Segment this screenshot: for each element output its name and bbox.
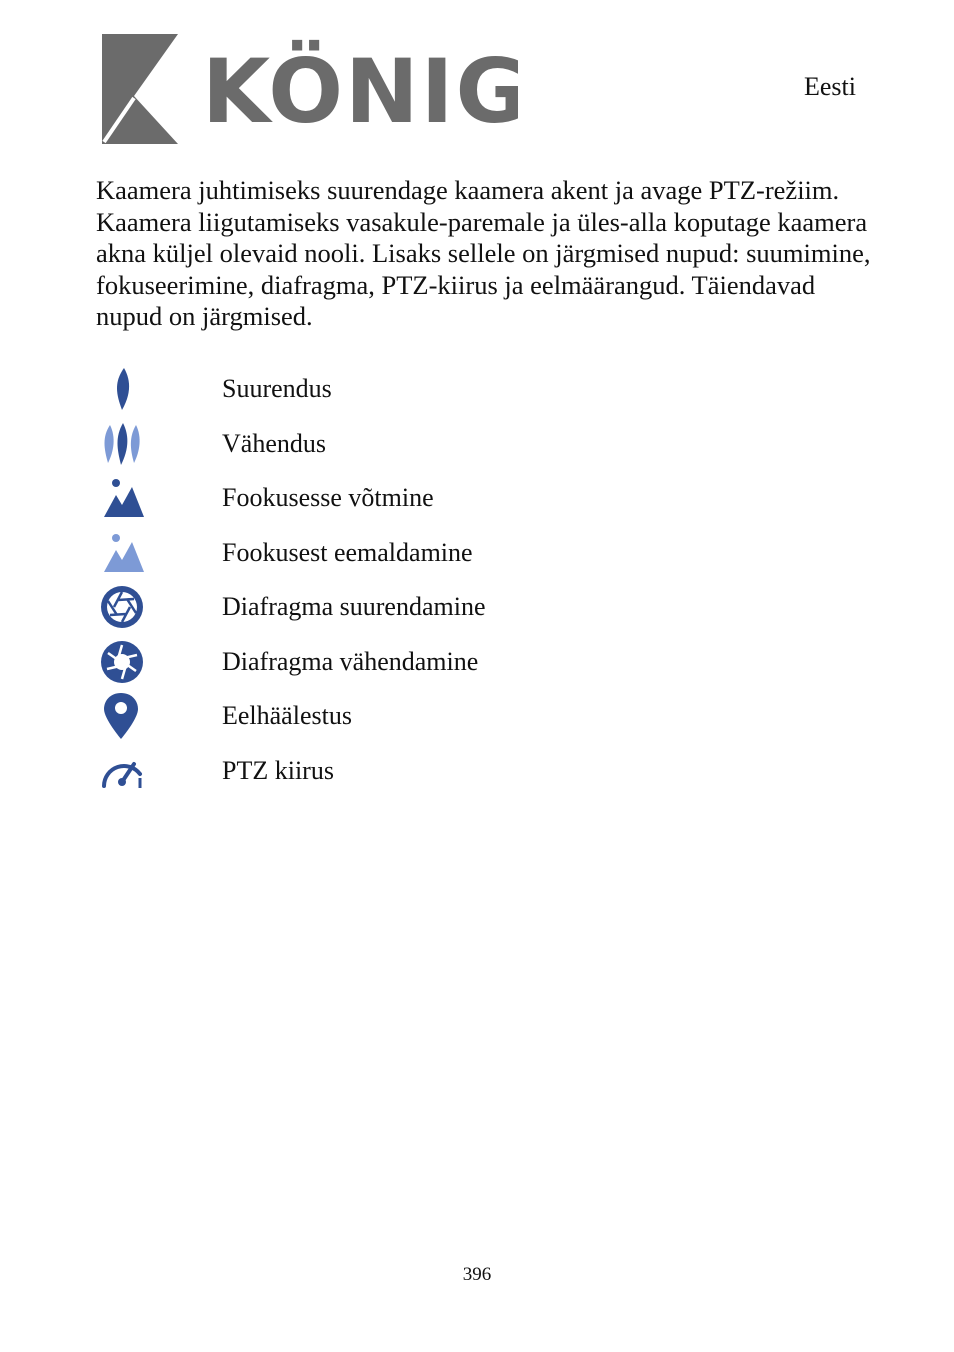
zoom-in-icon	[96, 364, 156, 414]
legend-label: PTZ kiirus	[222, 755, 334, 785]
legend-label: Fookusesse võtmine	[222, 483, 434, 513]
iris-open-icon	[96, 582, 156, 632]
konig-logo	[98, 32, 518, 146]
brand-wordmark: KÖNIG	[202, 40, 518, 143]
legend-item-iris-close	[96, 635, 696, 690]
legend-label: Suurendus	[222, 374, 332, 404]
legend-item-ptz-speed	[96, 744, 696, 799]
legend-label: Vähendus	[222, 428, 326, 458]
preset-pin-icon	[96, 691, 156, 741]
speedometer-icon	[96, 746, 156, 796]
legend-item-zoom-out	[96, 417, 696, 472]
legend-label: Fookusest eemaldamine	[222, 537, 473, 567]
intro-paragraph: Kaamera juhtimiseks suurendage kaamera akent ja avage PTZ-režiim. Kaamera liigutamiseks vasakule-paremale ja üles-alla koputage kaamera akna küljel olevaid nooli. Lisaks sellele on järgmised nupud: suumimine, fokuseerimine, diafragma, PTZ-kiirus ja eelmäärangud. Täiendavad nupud on järgmised.	[96, 175, 871, 331]
legend-item-zoom-in	[96, 362, 696, 417]
button-legend	[96, 362, 696, 798]
legend-item-iris-open	[96, 580, 696, 635]
legend-item-focus-in	[96, 471, 696, 526]
focus-out-icon	[96, 528, 156, 578]
legend-item-focus-out	[96, 526, 696, 581]
language-label: Eesti	[804, 72, 856, 101]
zoom-out-icon	[96, 419, 156, 469]
legend-item-preset	[96, 689, 696, 744]
legend-label: Diafragma vähendamine	[222, 646, 479, 676]
page-number: 396	[462, 1264, 492, 1285]
konig-logo-mark	[98, 32, 518, 146]
legend-label: Eelhäälestus	[222, 701, 352, 731]
legend-label: Diafragma suurendamine	[222, 592, 486, 622]
focus-in-icon	[96, 473, 156, 523]
iris-close-icon	[96, 637, 156, 687]
